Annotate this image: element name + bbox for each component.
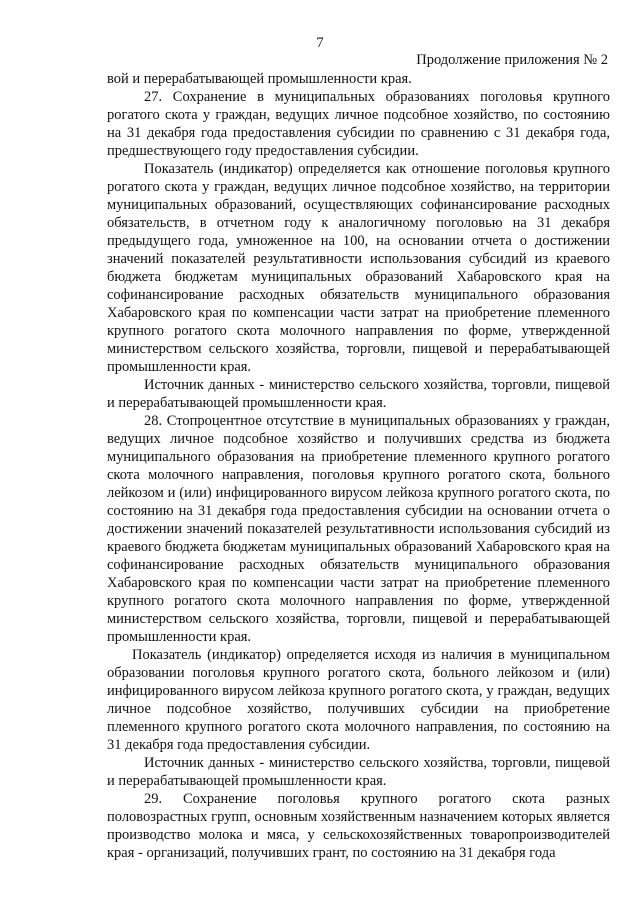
paragraph-item-28: 28. Стопроцентное отсутствие в муниципальных образованиях у граждан, ведущих личное подсобное хозяйство и получивших средства из бюджета муниципального образования на приобретение племенного крупного рогатого скота молочного направления, поголовья крупного рогатого скота, больного лейкозом и (или) инфицированного вирусом лейкоза крупного рогатого скота, по состоянию на 31 декабря года предоставления субсидии на основании отчета о достижении значений показателей результативности использования субсидий из краевого бюджета бюджетам муниципальных образований Хабаровского края на софинансирование расходных обязательств муниципального образования Хабаровского края по компенсации части затрат на приобретение племенного крупного рогатого скота молочного направления по форме, утвержденной министерством сельского хозяйства, торговли, пищевой и перерабатывающей промышленности края. [107,413,610,645]
paragraph-item-29: 29. Сохранение поголовья крупного рогатого скота разных половозрастных групп, основным хозяйственным назначением которых является производство молока и мяса, у сельскохозяйственных товаропроизводителей края - организаций, получивших грант, по состоянию на 31 декабря года [107,791,610,861]
paragraph-data-source-28: Источник данных - министерство сельского хозяйства, торговли, пищевой и перерабатывающей промышленности края. [107,755,610,789]
paragraph-indicator-27: Показатель (индикатор) определяется как отношение поголовья крупного рогатого скота у граждан, ведущих личное подсобное хозяйство, на территории муниципальных образований, осуществляющих софинансирование расходных обязательств, в отчетном году к аналогичному поголовью на 31 декабря предыдущего года, умноженное на 100, на основании отчета о достижении значений показателей результативности использования субсидий из краевого бюджета бюджетам муниципальных образований Хабаровского края на софинансирование расходных обязательств муниципального образования Хабаровского края по компенсации части затрат на приобретение племенного крупного рогатого скота молочного направления по форме, утвержденной министерством сельского хозяйства, торговли, пищевой и перерабатывающей промышленности края. [107,161,610,375]
paragraph-continuation: вой и перерабатывающей промышленности края. [107,71,412,87]
page-number: 7 [316,35,324,51]
paragraph-item-27: 27. Сохранение в муниципальных образованиях поголовья крупного рогатого скота у граждан, ведущих личное подсобное хозяйство, по состоянию на 31 декабря года предоставления субсидии по сравнению с 31 декабря года, предшествующего году предоставления субсидии. [107,89,610,159]
paragraph-indicator-28: Показатель (индикатор) определяется исходя из наличия в муниципальном образовании поголовья крупного рогатого скота, больного лейкозом и (или) инфицированного вирусом лейкоза крупного рогатого скота, у граждан, ведущих личное подсобное хозяйство, получивших субсидии на приобретение племенного крупного рогатого скота молочного направления, по состоянию на 31 декабря года предоставления субсидии. [107,647,610,753]
appendix-continuation-label: Продолжение приложения № 2 [416,52,608,68]
document-body [107,70,610,862]
paragraph-data-source-27: Источник данных - министерство сельского хозяйства, торговли, пищевой и перерабатывающей промышленности края. [107,377,610,411]
